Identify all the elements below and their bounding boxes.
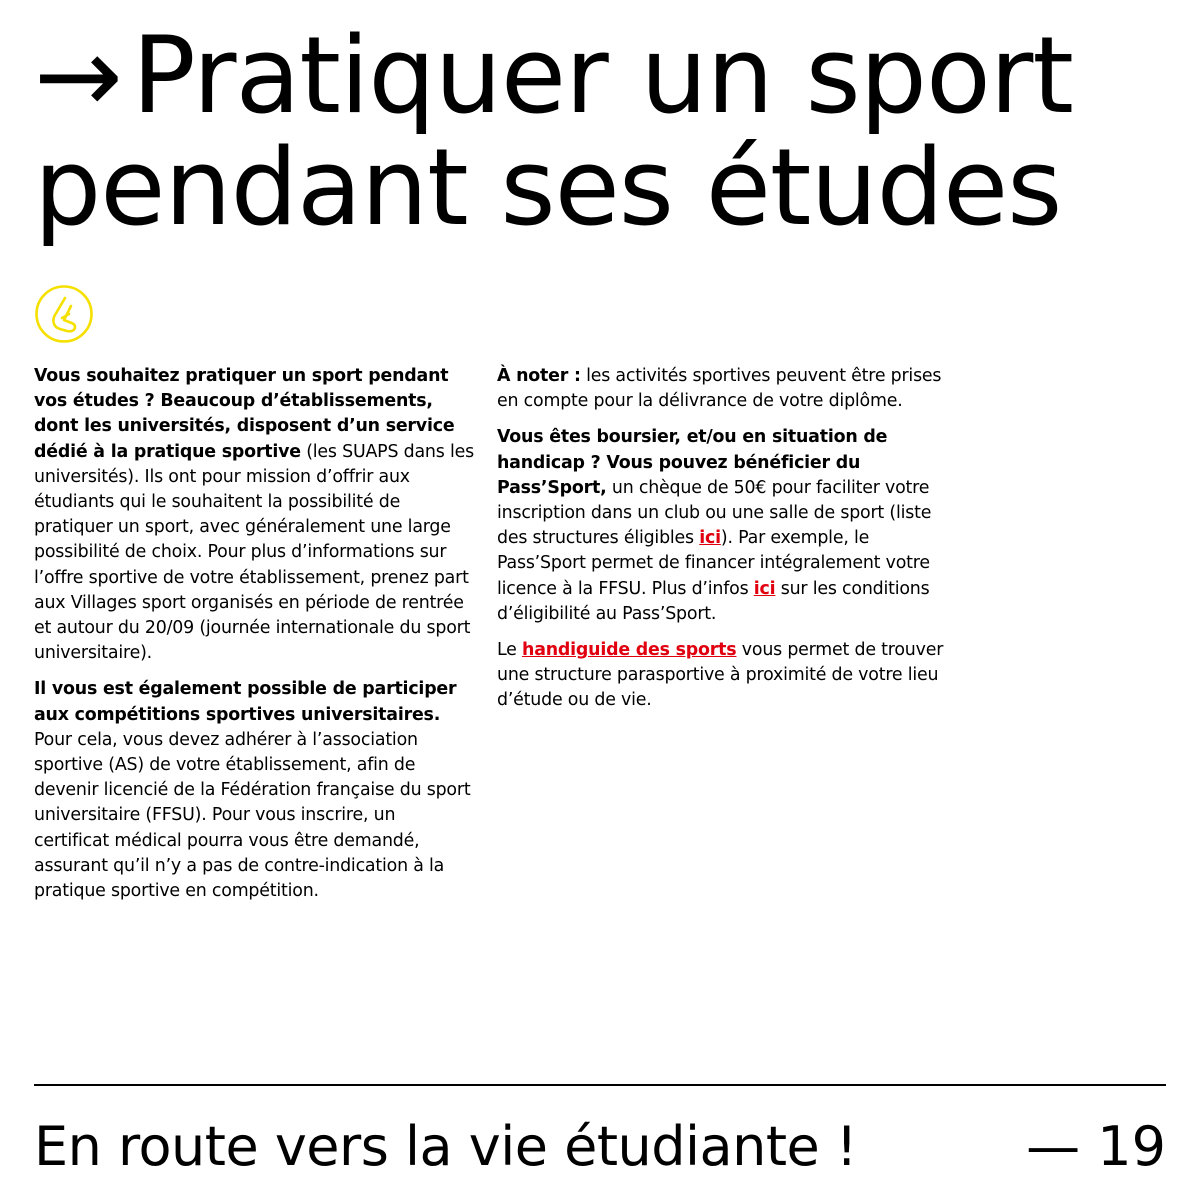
arrow-right-icon: → — [34, 14, 122, 137]
paragraph-text: les activités sportives peuvent être prises en compte pour la délivrance de votre diplôme. — [497, 366, 942, 412]
paragraph-text: un chèque de 50€ pour faciliter votre inscription dans un club ou une salle de sport (liste des structures éligibles — [497, 477, 932, 549]
paragraph-text: Pour cela, vous devez adhérer à l’association sportive (AS) de votre établissement, afin de devenir licencié de la Fédération française du sport universitaire (FFSU). Pour vous inscrire, un certificat médical pourra vous être demandé, assurant qu’il n’y a pas de contre-indication à la pratique sportive en compétition. — [34, 729, 471, 902]
paragraph-sport-services — [34, 364, 474, 666]
page-title — [34, 14, 1174, 249]
eligibility-info-link[interactable]: ici — [753, 578, 776, 599]
paragraph-pass-sport — [497, 425, 947, 627]
paragraph-text: Le — [497, 640, 523, 661]
footer-divider — [34, 1084, 1166, 1086]
bold-lead: Vous souhaitez pratiquer un sport pendant vos études ? Beaucoup d’établissements, dont les universités, disposent d’un service dédié à la pratique sportive — [34, 366, 455, 462]
bold-lead: Il vous est également possible de participer aux compétitions sportives universitaires. — [34, 679, 457, 725]
paragraph-text: ). Par exemple, le Pass’Sport permet de financer intégralement votre licence à la FFSU. Plus d’infos — [497, 528, 930, 599]
page-title-text: Pratiquer un sport pendant ses études — [34, 14, 1073, 249]
left-column — [34, 364, 474, 915]
paragraph-text: vous permet de trouver une structure parasportive à proximité de votre lieu d’étude ou de vie. — [497, 640, 944, 711]
right-column — [497, 364, 947, 725]
sport-leg-icon — [34, 284, 94, 344]
paragraph-text: sur les conditions d’éligibilité au Pass’Sport. — [497, 578, 930, 624]
paragraph-text: (les SUAPS dans les universités). Ils ont pour mission d’offrir aux étudiants qui le souhaitent la possibilité de pratiquer un sport, avec généralement une large possibilité de choix. Pour plus d’informations sur l’offre sportive de votre établissement, prenez part aux Villages sport organisés en période de rentrée et autour du 20/09 (journée internationale du sport universitaire). — [34, 441, 474, 664]
paragraph-note — [497, 364, 947, 414]
footer-title: En route vers la vie étudiante ! — [34, 1115, 858, 1178]
bold-lead: À noter : — [497, 366, 581, 386]
page-number: — 19 — [1026, 1115, 1166, 1178]
eligible-structures-link[interactable]: ici — [699, 528, 721, 549]
handiguide-link[interactable]: handiguide des sports — [522, 640, 737, 661]
paragraph-competitions — [34, 677, 474, 904]
paragraph-handiguide — [497, 638, 947, 714]
bold-lead: Vous êtes boursier, et/ou en situation de handicap ? Vous pouvez bénéficier du Pass’Sport, — [497, 427, 888, 498]
